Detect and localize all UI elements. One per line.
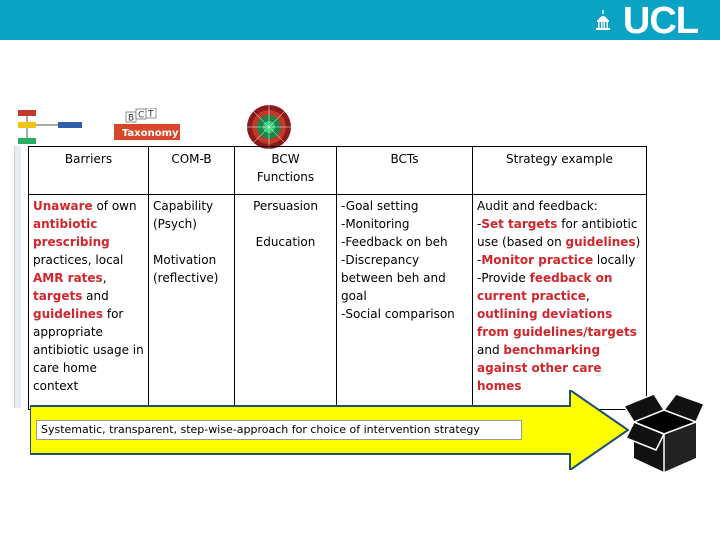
cell-strategy — [473, 195, 647, 410]
arrow-label: Systematic, transparent, step-wise-approach for choice of intervention strategy — [36, 420, 522, 440]
barrier-text-run: AMR rates — [33, 271, 103, 285]
barrier-text-run: , — [102, 271, 107, 285]
cell-barriers — [29, 195, 149, 410]
barrier-text-run: guidelines — [33, 307, 104, 321]
strategy-text-run: , — [585, 289, 590, 303]
table-header-row — [29, 147, 647, 195]
strategy-text-run: for antibiotic use (based on — [477, 217, 638, 249]
ucl-logo: UCL — [622, 0, 698, 42]
function-education: Education — [255, 235, 316, 249]
strategy-text-run: locally -Provide — [477, 253, 636, 285]
strategy-text-run: ) - — [477, 235, 641, 267]
strategy-text-run: benchmarking against other care homes — [477, 343, 602, 393]
bct-taxonomy-thumbnail — [112, 108, 182, 142]
header-banner — [0, 0, 720, 40]
barrier-text-run: Unaware — [33, 199, 93, 213]
intervention-table — [28, 146, 647, 410]
barrier-text-run: of own — [92, 199, 137, 213]
header-bcts: BCTs — [337, 147, 473, 195]
ucl-dome-icon — [596, 10, 610, 30]
strategy-text-run: Set targets — [481, 217, 558, 231]
barrier-text-run: and — [82, 289, 109, 303]
cell-comb — [149, 195, 235, 410]
bct-letter-b: B — [128, 113, 135, 124]
header-comb: COM-B — [149, 147, 235, 195]
open-box-icon — [624, 388, 704, 474]
barrier-text-run: for appropriate antibiotic usage in care home context — [33, 307, 144, 393]
strategy-text-run: and — [477, 343, 504, 357]
cell-functions — [235, 195, 337, 410]
barrier-text-run: antibiotic prescribing — [33, 217, 110, 249]
behaviour-change-wheel-icon — [246, 104, 292, 150]
cell-bcts: -Goal setting -Monitoring -Feedback on beh -Discrepancy between beh and goal -Social comparison — [337, 195, 473, 410]
comb-capability: Capability (Psych) — [153, 199, 214, 231]
strategy-text-run: Monitor practice — [481, 253, 594, 267]
comb-motivation: Motivation (reflective) — [153, 253, 219, 285]
header-bcw-functions: BCW Functions — [235, 147, 337, 195]
barrier-text-run: targets — [33, 289, 83, 303]
strategy-text-run: guidelines — [565, 235, 636, 249]
strategy-text-run: - — [477, 217, 482, 231]
left-slide-edge — [14, 146, 21, 408]
header-strategy-example: Strategy example — [473, 147, 647, 195]
barrier-text-run: practices, local — [33, 253, 124, 267]
bct-letter-t: T — [148, 109, 154, 120]
function-persuasion: Persuasion — [253, 199, 318, 213]
strategy-title: Audit and feedback: — [477, 199, 598, 213]
bct-taxonomy-label: Taxonomy — [122, 128, 179, 139]
header-barriers: Barriers — [29, 147, 149, 195]
flowchart-thumbnail-icon — [14, 108, 84, 150]
table-row — [29, 195, 647, 410]
strategy-text-run: feedback on current practice — [477, 271, 613, 303]
strategy-text-run: outlining deviations from guidelines/targets — [477, 307, 637, 339]
bct-letter-c: C — [138, 110, 145, 121]
